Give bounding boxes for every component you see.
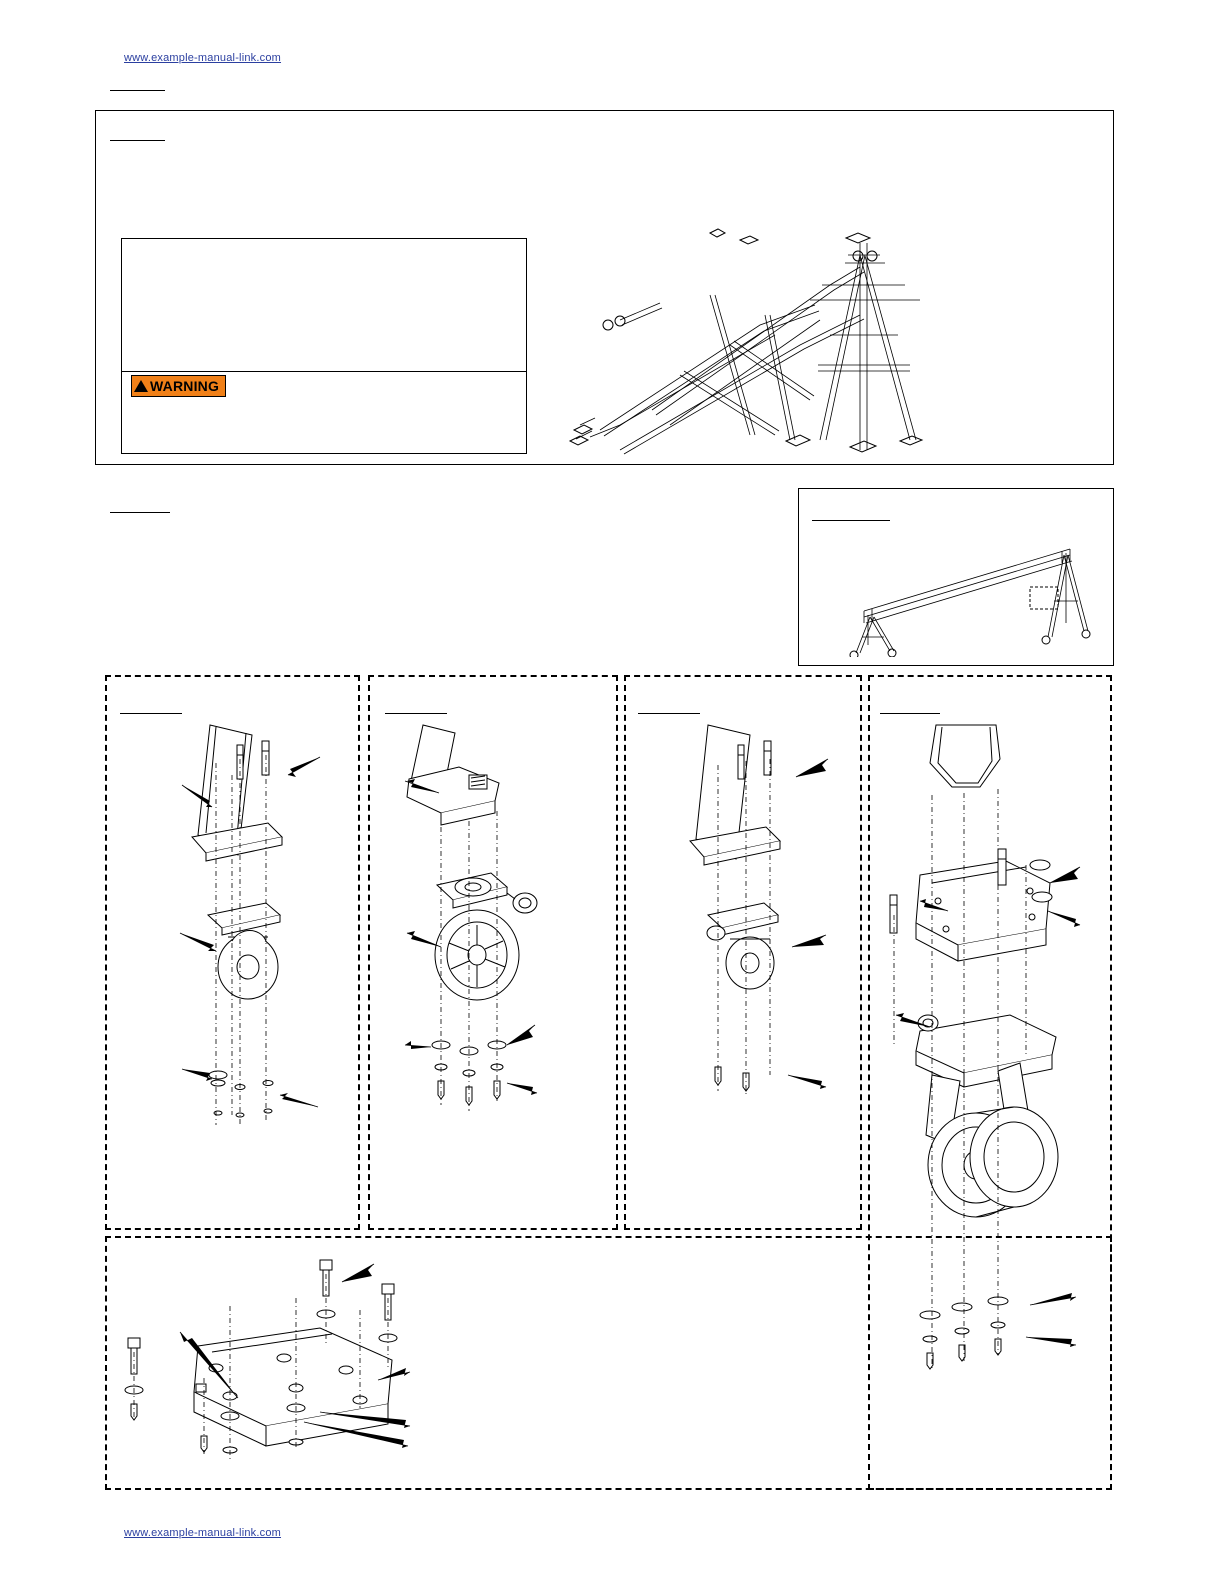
- section-heading-rule: [110, 78, 165, 91]
- panel-5-illustration: [120, 1250, 540, 1480]
- panel-2-caption-rule: [385, 700, 447, 714]
- status-badge: [131, 375, 226, 397]
- panel-4-caption-rule: [880, 700, 940, 714]
- panel-1-caption-rule: [120, 700, 182, 714]
- panel-3-caption-rule: [638, 700, 700, 714]
- warning-inner-box: [121, 238, 527, 454]
- panel-3-illustration: [638, 715, 853, 1215]
- overview-caption-rule: [812, 508, 890, 521]
- panel-2-illustration: [385, 715, 610, 1215]
- warning-label: WARNING: [150, 378, 220, 394]
- subsection-heading-rule: [110, 500, 170, 513]
- bottom-hyperlink[interactable]: www.example-manual-link.com: [124, 1527, 282, 1539]
- top-hyperlink[interactable]: www.example-manual-link.com: [124, 52, 282, 64]
- exploded-frame-illustration: [560, 225, 980, 460]
- panel-1-illustration: [120, 715, 350, 1215]
- warning-box-divider: [121, 371, 527, 372]
- warning-triangle-icon: [134, 380, 148, 392]
- gantry-overview-illustration: [812, 525, 1104, 657]
- intro-heading-rule: [110, 128, 165, 141]
